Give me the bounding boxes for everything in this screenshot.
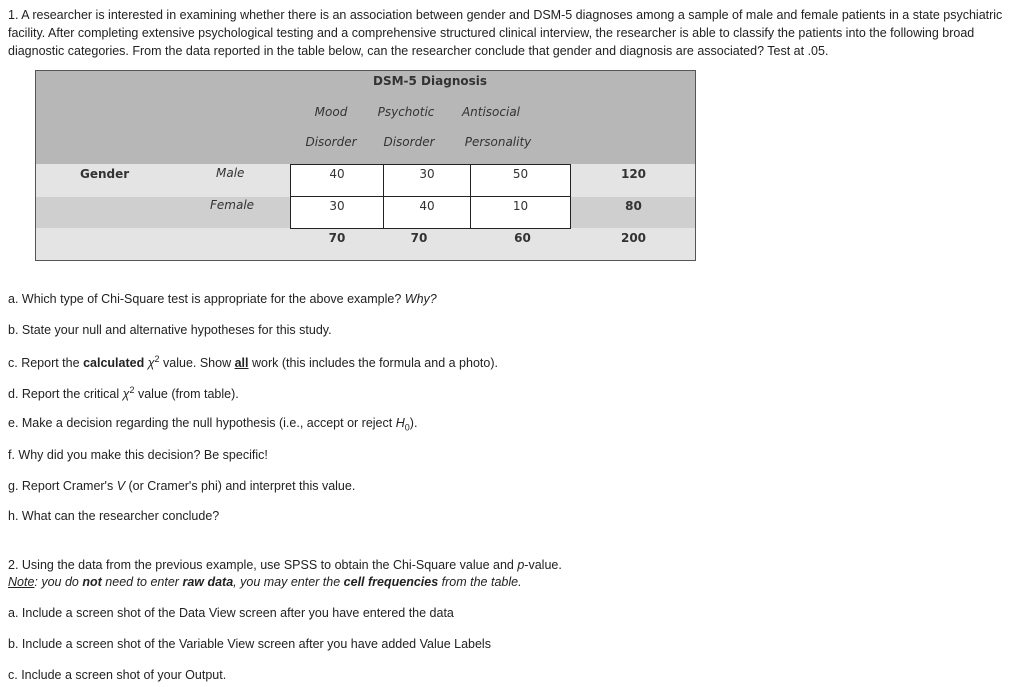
row-header-gender: Gender [80,167,130,181]
value-male-mood: 40 [329,167,345,181]
table-title: DSM-5 Diagnosis [373,74,487,88]
value-female-antisocial: 10 [512,199,529,213]
part-d: d. Report the critical $\chi^2$ value (from table). [8,385,239,402]
part-h: h. What can the researcher conclude? [8,509,220,523]
value-female-mood: 30 [329,199,345,213]
value-male-antisocial: 50 [512,167,529,181]
part-c: c. Report the calculated $\chi^2$ value. Show all work (this includes the formula and a photo). [8,354,498,371]
part-a: a. Which type of Chi-Square test is appropriate for the above example? Why? [8,292,437,306]
value-male-psychotic: 30 [419,167,435,181]
q2-part-a: a. Include a screen shot of the Data View screen after you have entered the data [8,606,454,620]
col-antisocial-line2: Personality [464,135,532,149]
row-label-female: Female [210,198,255,212]
question-2-note: Note: you do not need to enter raw data, you may enter the cell frequencies from the table. [8,575,522,589]
part-e: e. Make a decision regarding the null hypothesis (i.e., accept or reject $H_0$). [8,416,418,433]
question-1-text: 1. A researcher is interested in examining whether there is an association between gender and DSM-5 diagnoses among a sample of male and female patients in a state psychiatric facility. After completing extensive psychological testing and a comprehensive structured clinical interview, the researcher is able to classify the patients into the following broad diagnostic categories. From the data reported in the table below, can the researcher conclude that gender and diagnosis are associated? Test at .05. [8,8,1003,58]
grand-total: 200 [620,231,647,245]
total-female: 80 [625,199,642,213]
total-mood: 70 [328,231,346,245]
part-g: g. Report Cramer's V (or Cramer's phi) and interpret this value. [8,479,356,493]
total-antisocial: 60 [514,231,531,245]
contingency-table [35,70,696,261]
total-male: 120 [620,167,647,181]
row-label-male: Male [216,166,245,180]
col-psychotic-line1: Psychotic [377,105,435,119]
col-mood-line2: Disorder [305,135,357,149]
total-psychotic: 70 [410,231,428,245]
col-psychotic-line2: Disorder [383,135,435,149]
part-f: f. Why did you make this decision? Be specific! [8,448,268,462]
value-female-psychotic: 40 [419,199,435,213]
question-2-text: 2. Using the data from the previous example, use SPSS to obtain the Chi-Square value and p-value. [8,558,562,572]
q2-part-b: b. Include a screen shot of the Variable View screen after you have added Value Labels [8,637,491,651]
q2-part-c: c. Include a screen shot of your Output. [8,668,227,682]
col-antisocial-line1: Antisocial [461,105,521,119]
part-b: b. State your null and alternative hypotheses for this study. [8,323,332,337]
col-mood-line1: Mood [314,105,348,119]
